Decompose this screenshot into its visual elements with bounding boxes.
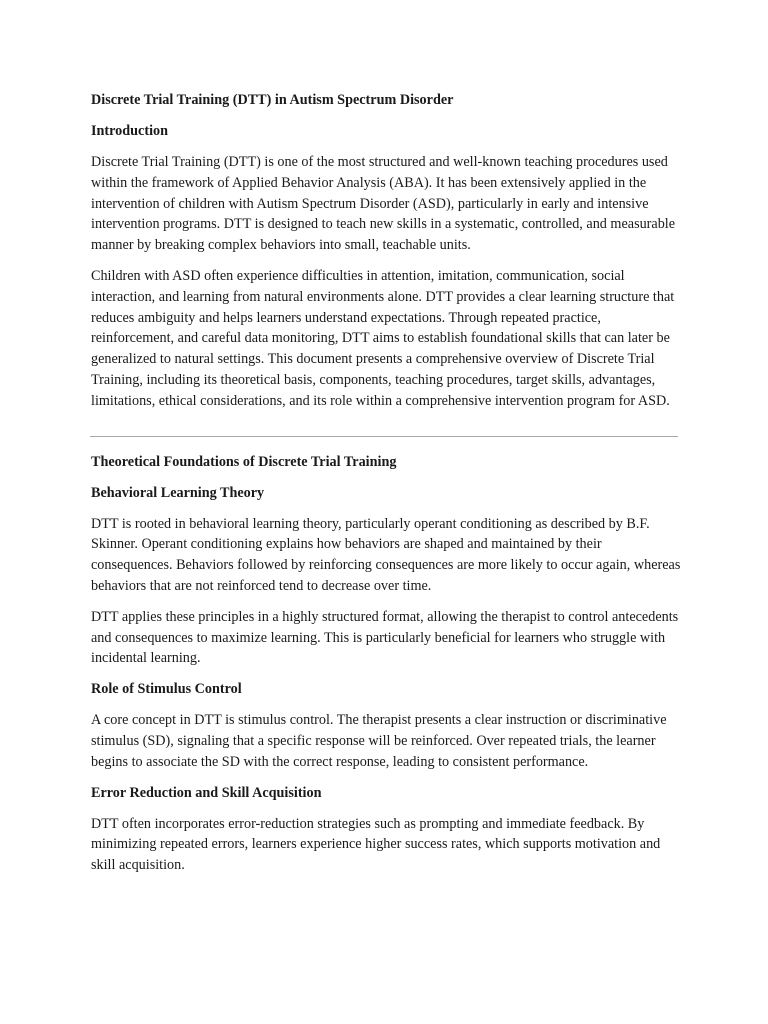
section-divider — [90, 436, 678, 437]
foundations-heading: Theoretical Foundations of Discrete Trial Training — [91, 453, 397, 470]
behavioral-paragraph-1: DTT is rooted in behavioral learning theory, particularly operant conditioning as described by B.F. Skinner. Operant conditioning explains how behaviors are shaped and maintained by their consequences. Behaviors followed by reinforcing consequences are more likely to occur again, whereas behaviors that are not reinforced tend to decrease over time. — [91, 515, 681, 594]
introduction-paragraph-2: Children with ASD often experience difficulties in attention, imitation, communication, social interaction, and learning from natural environments alone. DTT provides a clear learning structure that reduces ambiguity and helps learners understand expectations. Through repeated practice, reinforcement, and careful data monitoring, DTT aims to establish foundational skills that can later be generalized to natural settings. This document presents a comprehensive overview of Discrete Trial Training, including its theoretical basis, components, teaching procedures, target skills, advantages, limitations, ethical considerations, and its role within a comprehensive intervention program for ASD. — [91, 267, 675, 409]
behavioral-paragraph-2: DTT applies these principles in a highly structured format, allowing the therapist to control antecedents and consequences to maximize learning. This is particularly beneficial for learners who struggle with incidental learning. — [91, 608, 679, 667]
error-paragraph-1: DTT often incorporates error-reduction strategies such as prompting and immediate feedback. By minimizing repeated errors, learners experience higher success rates, which supports motivation and skill acquisition. — [91, 815, 661, 874]
stimulus-paragraph-1: A core concept in DTT is stimulus control. The therapist presents a clear instruction or discriminative stimulus (SD), signaling that a specific response will be reinforced. Over repeated trials, the learner begins to associate the SD with the correct response, leading to consistent performance. — [91, 712, 667, 770]
document-title: Discrete Trial Training (DTT) in Autism Spectrum Disorder — [91, 92, 454, 108]
introduction-heading: Introduction — [91, 123, 168, 139]
behavioral-learning-heading: Behavioral Learning Theory — [91, 484, 265, 501]
document-page — [91, 90, 681, 886]
stimulus-control-heading: Role of Stimulus Control — [91, 681, 242, 698]
introduction-paragraph-1: Discrete Trial Training (DTT) is one of the most structured and well-known teaching procedures used within the framework of Applied Behavior Analysis (ABA). It has been extensively applied in the intervention of children with Autism Spectrum Disorder (ASD), particularly in early and intensive intervention programs. DTT is designed to teach new skills in a systematic, controlled, and measurable manner by breaking complex behaviors into small, teachable units. — [91, 154, 676, 254]
error-reduction-heading: Error Reduction and Skill Acquisition — [91, 784, 322, 801]
